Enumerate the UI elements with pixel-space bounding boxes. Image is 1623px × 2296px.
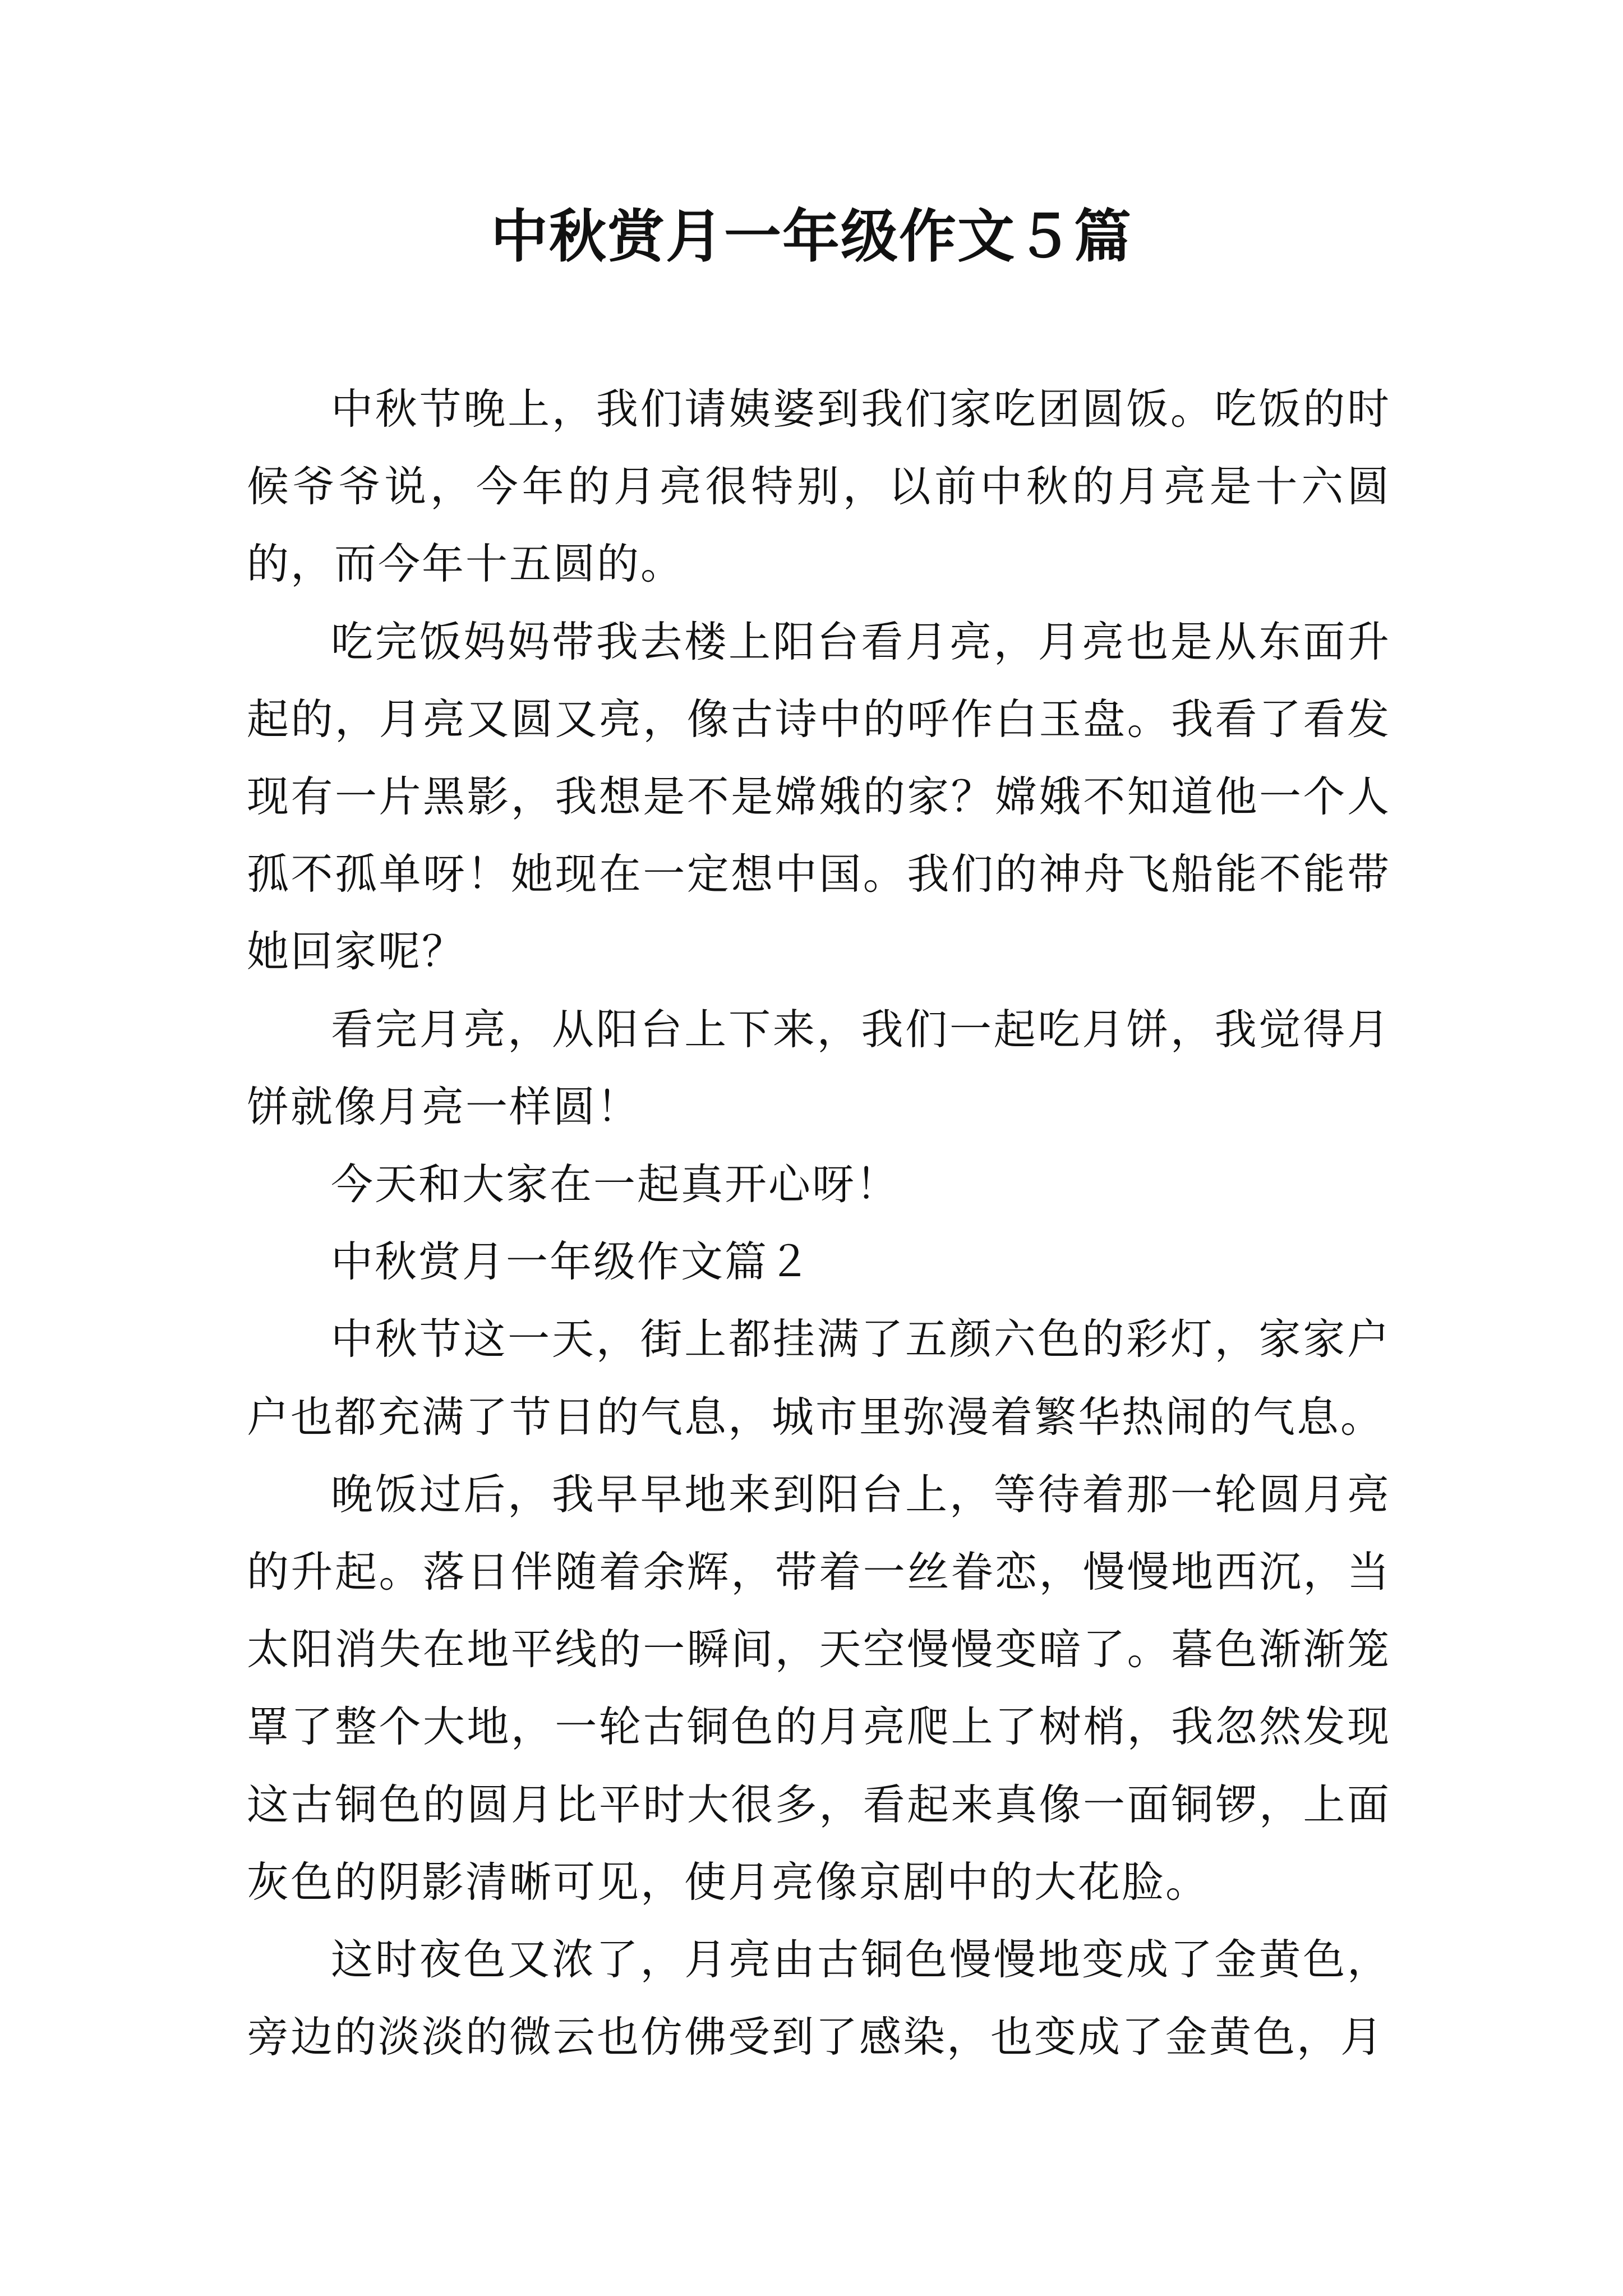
paragraph: 看完月亮，从阳台上下来，我们一起吃月饼，我觉得月饼就像月亮一样圆！ bbox=[247, 1004, 1391, 1131]
paragraph: 中秋节这一天，街上都挂满了五颜六色的彩灯，家家户户也都充满了节日的气息，城市里弥漫着繁华热闹的气息。 bbox=[247, 1314, 1391, 1442]
paragraph: 中秋节晚上，我们请姨婆到我们家吃团圆饭。吃饭的时候爷爷说，今年的月亮很特别，以前中秋的月亮是十六圆的，而今年十五圆的。 bbox=[247, 384, 1391, 589]
paragraph: 晚饭过后，我早早地来到阳台上，等待着那一轮圆月亮的升起。落日伴随着余辉，带着一丝眷恋，慢慢地西沉，当太阳消失在地平线的一瞬间，天空慢慢变暗了。暮色渐渐笼罩了整个大地，一轮古铜色的月亮爬上了树梢，我忽然发现这古铜色的圆月比平时大很多，看起来真像一面铜锣，上面灰色的阴影清晰可见，使月亮像京剧中的大花脸。 bbox=[247, 1469, 1391, 1907]
paragraph: 这时夜色又浓了，月亮由古铜色慢慢地变成了金黄色，旁边的淡淡的微云也仿佛受到了感染，也变成了金黄色，月 bbox=[247, 1935, 1391, 2062]
page-title: 中秋赏月一年级作文５篇 bbox=[491, 203, 1132, 270]
paragraph: 今天和大家在一起真开心呀！ bbox=[331, 1159, 900, 1209]
paragraph: 吃完饭妈妈带我去楼上阳台看月亮，月亮也是从东面升起的，月亮又圆又亮，像古诗中的呼作白玉盘。我看了看发现有一片黑影，我想是不是嫦娥的家？嫦娥不知道他一个人孤不孤单呀！她现在一定想中国。我们的神舟飞船能不能带她回家呢？ bbox=[247, 616, 1391, 977]
section-heading: 中秋赏月一年级作文篇２ bbox=[331, 1237, 813, 1287]
document-body bbox=[247, 370, 1391, 2076]
